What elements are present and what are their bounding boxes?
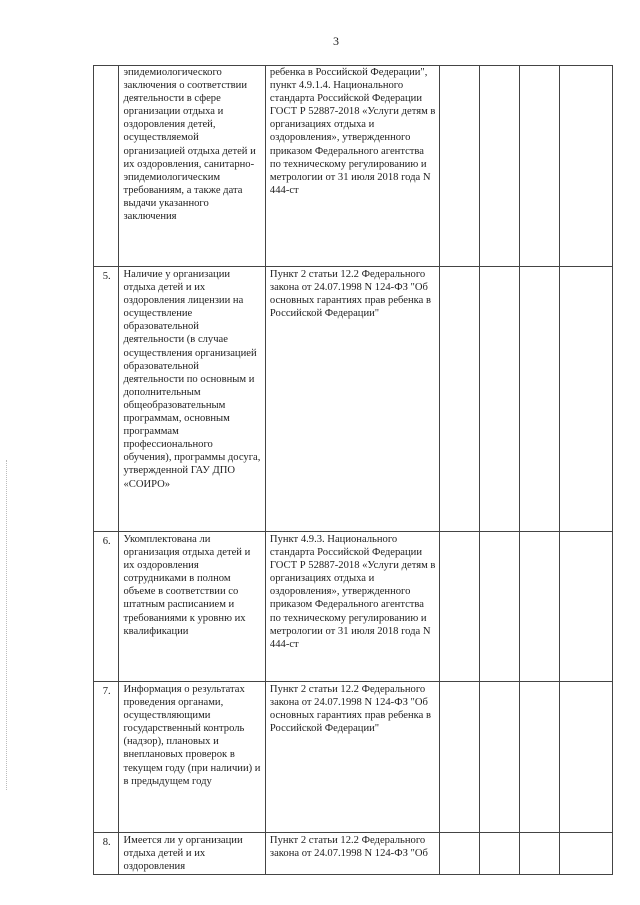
table-row xyxy=(94,66,613,267)
row-number: 8. xyxy=(94,833,119,875)
requirement-cell: эпидемиологического заключения о соответствии деятельности в сфере организации отдыха и оздоровления детей, осуществляемой организацией отдыха детей и их оздоровления, санитарно-эпидемиологическим требованиям, а также дата выдачи указанного заключения xyxy=(119,66,265,267)
requirement-cell: Наличие у организации отдыха детей и их оздоровления лицензии на осуществление образовательной деятельности (в случае осуществления организацией образовательной деятельности по основным и дополнительным общеобразовательным программам, основным программам профессионального обучения), программы досуга, утвержденной ГАУ ДПО «СОИРО» xyxy=(119,267,265,532)
scan-edge-mark xyxy=(6,460,8,790)
answer-na-cell xyxy=(519,66,559,267)
table-row xyxy=(94,532,613,682)
answer-yes-cell xyxy=(439,66,479,267)
answer-no-cell xyxy=(480,66,519,267)
notes-cell xyxy=(559,267,612,532)
row-number: 5. xyxy=(94,267,119,532)
answer-no-cell xyxy=(480,682,519,833)
requirement-cell: Имеется ли у организации отдыха детей и их оздоровления xyxy=(119,833,265,875)
row-number: 7. xyxy=(94,682,119,833)
page-number: 3 xyxy=(333,34,339,48)
answer-na-cell xyxy=(519,532,559,682)
answer-na-cell xyxy=(519,682,559,833)
answer-no-cell xyxy=(480,833,519,875)
requirement-cell: Информация о результатах проведения органами, осуществляющими государственный контроль (надзор), плановых и внеплановых проверок в текущем году (при наличии) и в предыдущем году xyxy=(119,682,265,833)
notes-cell xyxy=(559,682,612,833)
answer-na-cell xyxy=(519,833,559,875)
answer-yes-cell xyxy=(439,833,479,875)
answer-yes-cell xyxy=(439,267,479,532)
legal-reference-cell: Пункт 4.9.3. Национального стандарта Российской Федерации ГОСТ Р 52887-2018 «Услуги детям в организациях отдыха и оздоровления», утвержденного приказом Федерального агентства по техническому регулированию и метрологии от 31 июля 2018 года N 444-ст xyxy=(265,532,439,682)
answer-yes-cell xyxy=(439,532,479,682)
row-number xyxy=(94,66,119,267)
notes-cell xyxy=(559,66,612,267)
table-row xyxy=(94,267,613,532)
notes-cell xyxy=(559,532,612,682)
answer-yes-cell xyxy=(439,682,479,833)
answer-no-cell xyxy=(480,267,519,532)
answer-na-cell xyxy=(519,267,559,532)
legal-reference-cell: Пункт 2 статьи 12.2 Федерального закона от 24.07.1998 N 124-ФЗ "Об основных гарантиях прав ребенка в Российской Федерации" xyxy=(265,682,439,833)
requirement-cell: Укомплектована ли организация отдыха детей и их оздоровления сотрудниками в полном объеме в соответствии со штатным расписанием и требованиями к уровню их квалификации xyxy=(119,532,265,682)
checklist-table xyxy=(93,65,613,875)
table-row xyxy=(94,833,613,875)
notes-cell xyxy=(559,833,612,875)
legal-reference-cell: Пункт 2 статьи 12.2 Федерального закона от 24.07.1998 N 124-ФЗ "Об основных гарантиях прав ребенка в Российской Федерации" xyxy=(265,267,439,532)
legal-reference-cell: Пункт 2 статьи 12.2 Федерального закона от 24.07.1998 N 124-ФЗ "Об xyxy=(265,833,439,875)
answer-no-cell xyxy=(480,532,519,682)
row-number: 6. xyxy=(94,532,119,682)
legal-reference-cell: ребенка в Российской Федерации", пункт 4.9.1.4. Национального стандарта Российской Федерации ГОСТ Р 52887-2018 «Услуги детям в организациях отдыха и оздоровления», утвержденного приказом Федерального агентства по техническому регулированию и метрологии от 31 июля 2018 года N 444-ст xyxy=(265,66,439,267)
table-row xyxy=(94,682,613,833)
